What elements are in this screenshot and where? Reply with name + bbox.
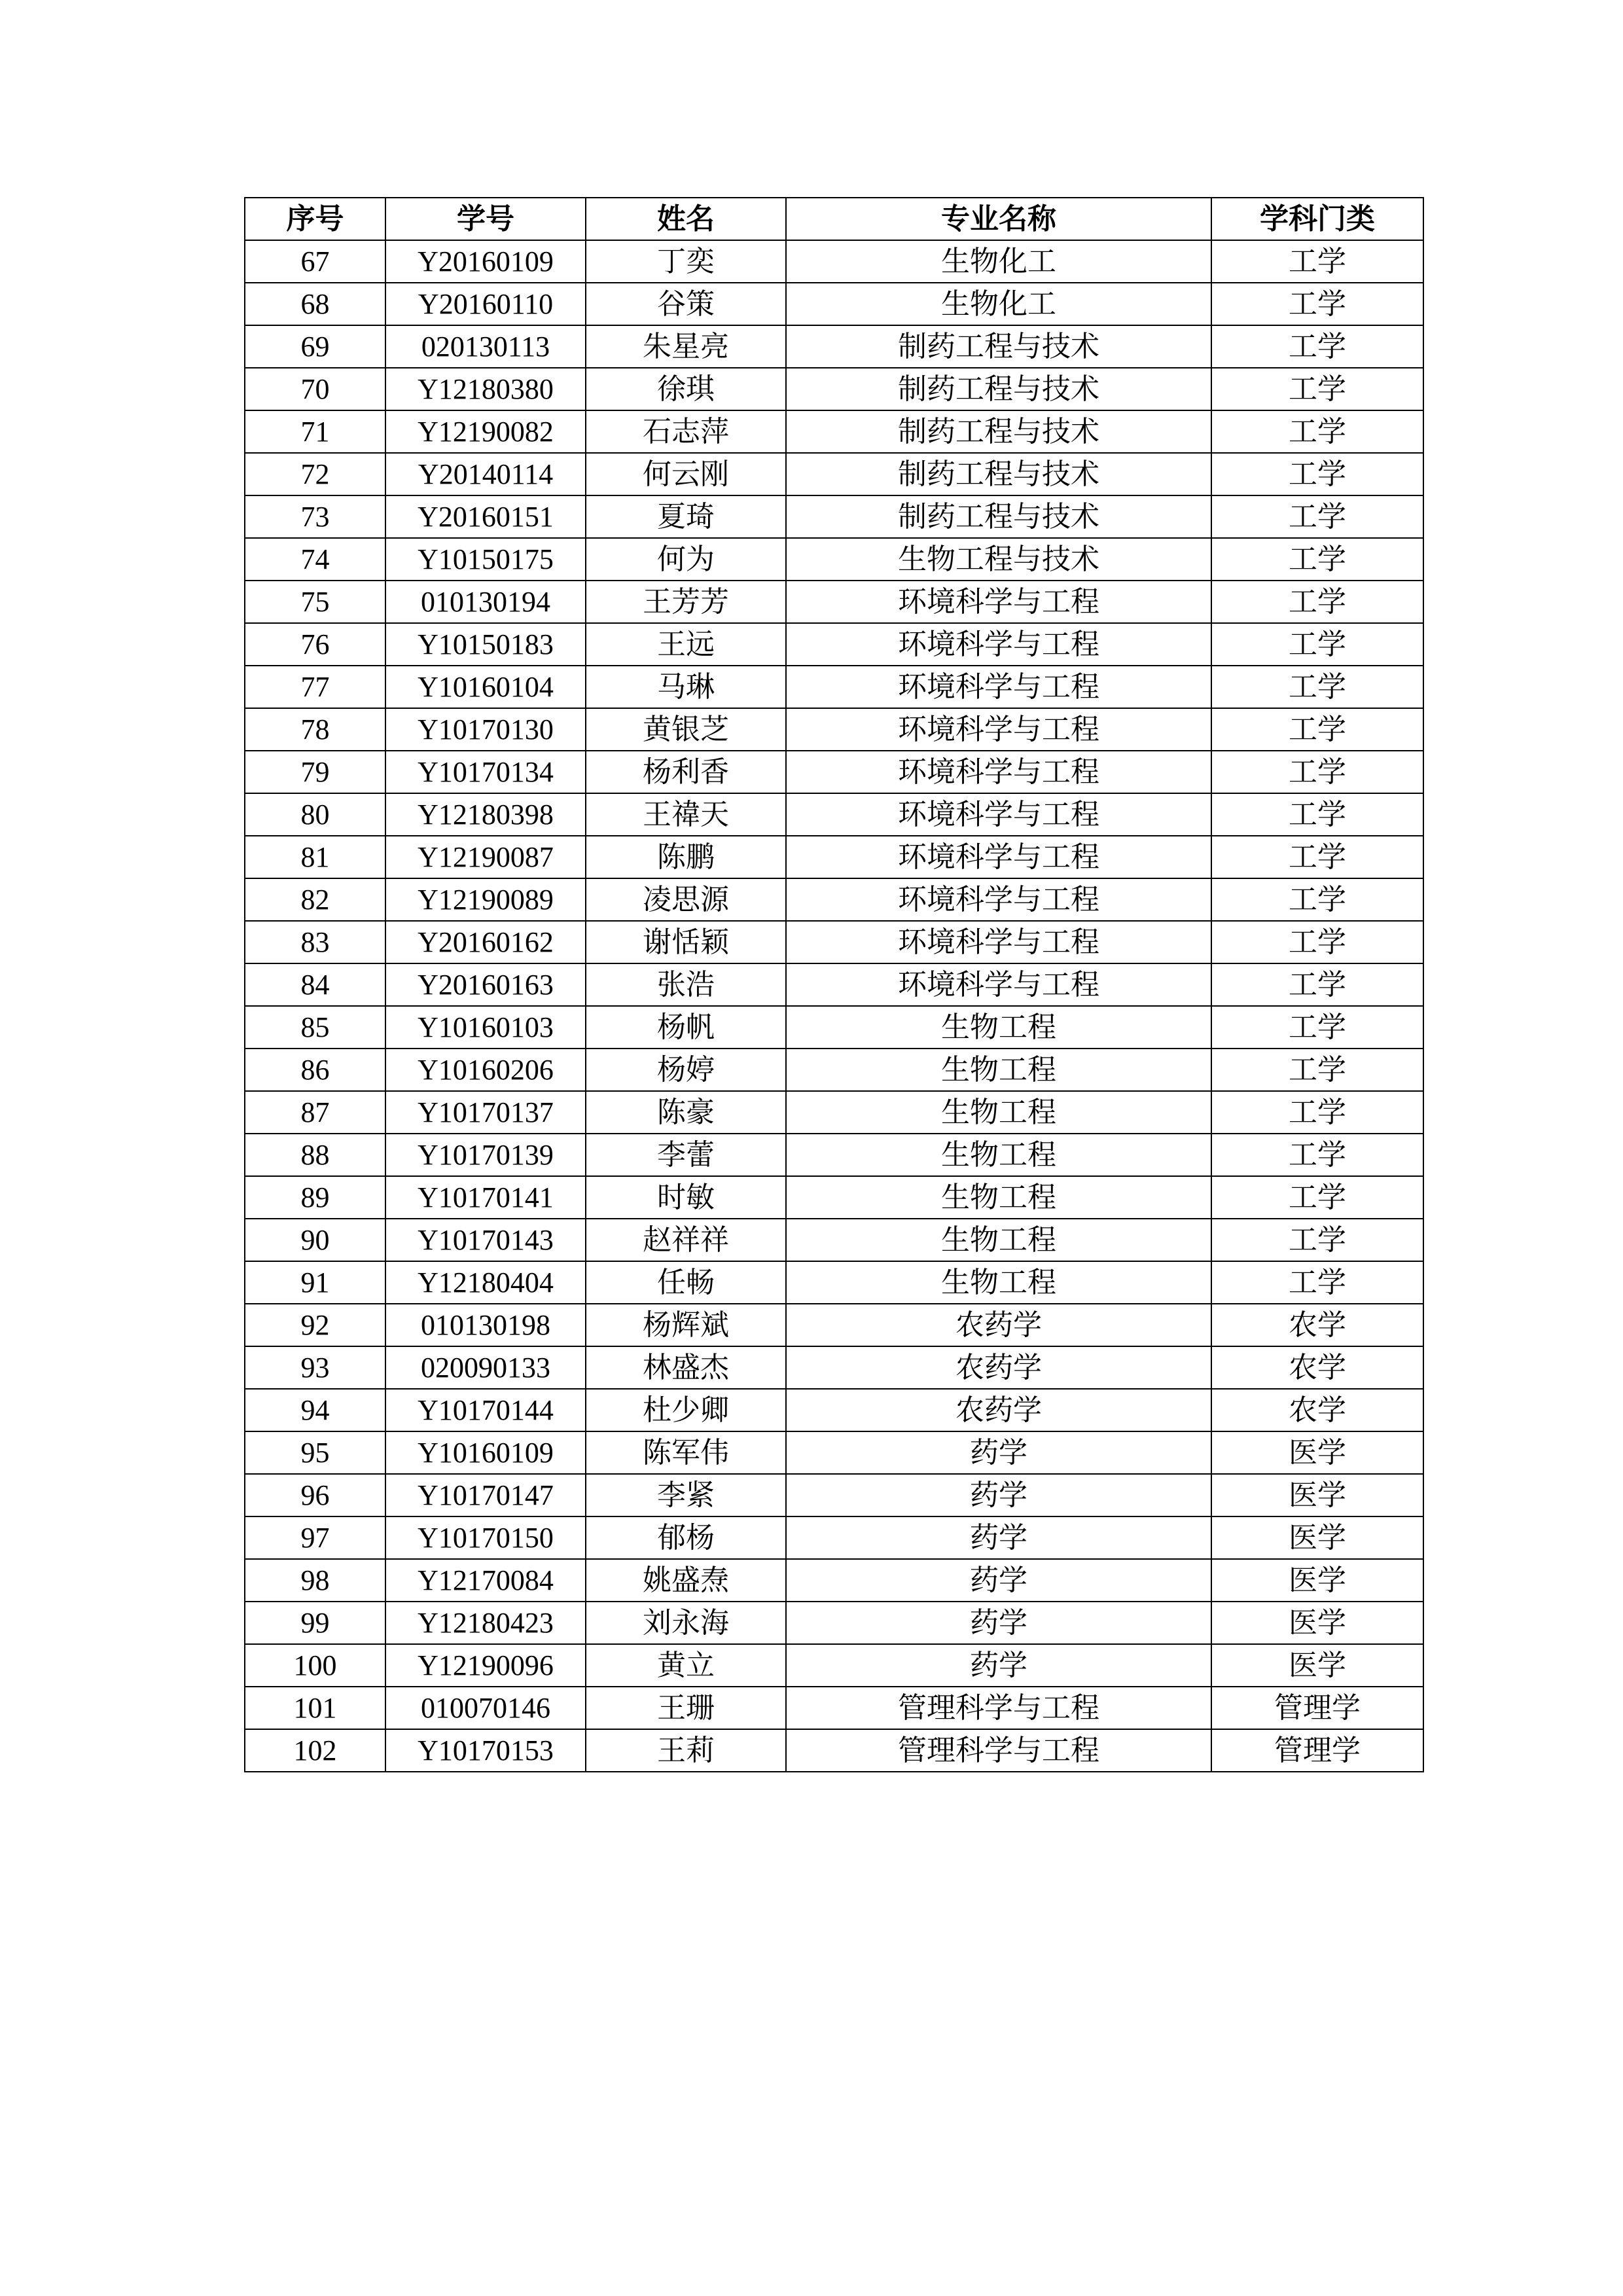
cell-name: 杨婷 xyxy=(586,1049,786,1091)
cell-discipline: 工学 xyxy=(1211,1134,1423,1176)
cell-discipline: 工学 xyxy=(1211,751,1423,793)
cell-index: 86 xyxy=(245,1049,385,1091)
cell-student-id: Y10170153 xyxy=(385,1729,586,1772)
cell-major: 管理科学与工程 xyxy=(786,1687,1211,1729)
cell-major: 药学 xyxy=(786,1602,1211,1644)
cell-name: 杨帆 xyxy=(586,1006,786,1049)
table-row xyxy=(245,878,1423,921)
cell-discipline: 工学 xyxy=(1211,325,1423,368)
cell-name: 徐琪 xyxy=(586,368,786,410)
cell-index: 71 xyxy=(245,410,385,453)
table-row xyxy=(245,1091,1423,1134)
header-student-id: 学号 xyxy=(385,198,586,240)
cell-major: 生物工程 xyxy=(786,1049,1211,1091)
cell-discipline: 工学 xyxy=(1211,623,1423,666)
cell-discipline: 管理学 xyxy=(1211,1729,1423,1772)
table-row xyxy=(245,1559,1423,1602)
table-row xyxy=(245,1516,1423,1559)
table-row xyxy=(245,1602,1423,1644)
cell-name: 李紧 xyxy=(586,1474,786,1516)
cell-name: 赵祥祥 xyxy=(586,1219,786,1261)
cell-name: 凌思源 xyxy=(586,878,786,921)
cell-student-id: Y10170134 xyxy=(385,751,586,793)
table-row xyxy=(245,1304,1423,1346)
cell-name: 姚盛焘 xyxy=(586,1559,786,1602)
cell-name: 朱星亮 xyxy=(586,325,786,368)
table-row xyxy=(245,368,1423,410)
cell-name: 马琳 xyxy=(586,666,786,708)
cell-index: 88 xyxy=(245,1134,385,1176)
table-row xyxy=(245,708,1423,751)
cell-name: 李蕾 xyxy=(586,1134,786,1176)
header-name: 姓名 xyxy=(586,198,786,240)
cell-index: 100 xyxy=(245,1644,385,1687)
cell-discipline: 工学 xyxy=(1211,1261,1423,1304)
cell-index: 93 xyxy=(245,1346,385,1389)
table-row xyxy=(245,1049,1423,1091)
cell-index: 81 xyxy=(245,836,385,878)
cell-major: 药学 xyxy=(786,1644,1211,1687)
table-row xyxy=(245,581,1423,623)
cell-major: 药学 xyxy=(786,1516,1211,1559)
cell-index: 95 xyxy=(245,1431,385,1474)
cell-name: 刘永海 xyxy=(586,1602,786,1644)
cell-index: 89 xyxy=(245,1176,385,1219)
cell-index: 72 xyxy=(245,453,385,495)
cell-student-id: Y10170141 xyxy=(385,1176,586,1219)
cell-name: 杜少卿 xyxy=(586,1389,786,1431)
cell-discipline: 工学 xyxy=(1211,1091,1423,1134)
cell-major: 生物工程 xyxy=(786,1219,1211,1261)
cell-index: 67 xyxy=(245,240,385,283)
cell-discipline: 工学 xyxy=(1211,1176,1423,1219)
cell-major: 环境科学与工程 xyxy=(786,666,1211,708)
cell-student-id: Y10160109 xyxy=(385,1431,586,1474)
cell-student-id: Y20140114 xyxy=(385,453,586,495)
cell-student-id: 010130198 xyxy=(385,1304,586,1346)
cell-student-id: Y10170144 xyxy=(385,1389,586,1431)
cell-discipline: 工学 xyxy=(1211,921,1423,963)
cell-index: 74 xyxy=(245,538,385,581)
cell-major: 环境科学与工程 xyxy=(786,581,1211,623)
cell-major: 农药学 xyxy=(786,1389,1211,1431)
cell-student-id: Y10170150 xyxy=(385,1516,586,1559)
cell-name: 何为 xyxy=(586,538,786,581)
cell-name: 谢恬颖 xyxy=(586,921,786,963)
cell-index: 101 xyxy=(245,1687,385,1729)
cell-major: 农药学 xyxy=(786,1304,1211,1346)
cell-name: 杨利香 xyxy=(586,751,786,793)
cell-student-id: Y20160163 xyxy=(385,963,586,1006)
cell-index: 73 xyxy=(245,495,385,538)
cell-student-id: Y10170139 xyxy=(385,1134,586,1176)
cell-discipline: 工学 xyxy=(1211,538,1423,581)
student-roster-table xyxy=(244,197,1424,1772)
cell-student-id: 010130194 xyxy=(385,581,586,623)
table-row xyxy=(245,538,1423,581)
cell-discipline: 医学 xyxy=(1211,1559,1423,1602)
cell-major: 药学 xyxy=(786,1474,1211,1516)
cell-student-id: 020090133 xyxy=(385,1346,586,1389)
cell-index: 102 xyxy=(245,1729,385,1772)
cell-index: 96 xyxy=(245,1474,385,1516)
cell-student-id: Y12180398 xyxy=(385,793,586,836)
cell-major: 环境科学与工程 xyxy=(786,793,1211,836)
table-row xyxy=(245,793,1423,836)
cell-discipline: 医学 xyxy=(1211,1431,1423,1474)
cell-name: 谷策 xyxy=(586,283,786,325)
cell-major: 环境科学与工程 xyxy=(786,836,1211,878)
cell-student-id: Y10170147 xyxy=(385,1474,586,1516)
cell-student-id: Y10170130 xyxy=(385,708,586,751)
table-row xyxy=(245,623,1423,666)
cell-student-id: Y12190087 xyxy=(385,836,586,878)
cell-student-id: Y12180380 xyxy=(385,368,586,410)
cell-student-id: Y10170143 xyxy=(385,1219,586,1261)
cell-major: 生物工程 xyxy=(786,1176,1211,1219)
cell-student-id: Y10150183 xyxy=(385,623,586,666)
table-row xyxy=(245,410,1423,453)
cell-major: 药学 xyxy=(786,1559,1211,1602)
cell-major: 制药工程与技术 xyxy=(786,453,1211,495)
table-row xyxy=(245,1474,1423,1516)
cell-discipline: 农学 xyxy=(1211,1304,1423,1346)
cell-index: 92 xyxy=(245,1304,385,1346)
cell-discipline: 工学 xyxy=(1211,836,1423,878)
table-row xyxy=(245,1389,1423,1431)
cell-discipline: 工学 xyxy=(1211,793,1423,836)
cell-discipline: 工学 xyxy=(1211,410,1423,453)
cell-discipline: 工学 xyxy=(1211,453,1423,495)
cell-major: 生物工程 xyxy=(786,1006,1211,1049)
cell-major: 生物化工 xyxy=(786,240,1211,283)
table-row xyxy=(245,1219,1423,1261)
table-row xyxy=(245,1134,1423,1176)
cell-discipline: 工学 xyxy=(1211,581,1423,623)
table-row xyxy=(245,283,1423,325)
table-row xyxy=(245,495,1423,538)
cell-major: 制药工程与技术 xyxy=(786,495,1211,538)
table-row xyxy=(245,1176,1423,1219)
cell-discipline: 工学 xyxy=(1211,1049,1423,1091)
cell-index: 78 xyxy=(245,708,385,751)
cell-index: 83 xyxy=(245,921,385,963)
cell-student-id: 020130113 xyxy=(385,325,586,368)
cell-name: 王芳芳 xyxy=(586,581,786,623)
cell-discipline: 工学 xyxy=(1211,1219,1423,1261)
header-discipline: 学科门类 xyxy=(1211,198,1423,240)
cell-index: 91 xyxy=(245,1261,385,1304)
cell-major: 制药工程与技术 xyxy=(786,410,1211,453)
cell-student-id: Y10150175 xyxy=(385,538,586,581)
cell-index: 69 xyxy=(245,325,385,368)
cell-discipline: 工学 xyxy=(1211,240,1423,283)
table-row xyxy=(245,1687,1423,1729)
cell-discipline: 工学 xyxy=(1211,878,1423,921)
cell-discipline: 工学 xyxy=(1211,708,1423,751)
cell-discipline: 工学 xyxy=(1211,1006,1423,1049)
table-row xyxy=(245,240,1423,283)
cell-major: 生物工程 xyxy=(786,1091,1211,1134)
cell-discipline: 医学 xyxy=(1211,1644,1423,1687)
cell-name: 王远 xyxy=(586,623,786,666)
cell-name: 郁杨 xyxy=(586,1516,786,1559)
cell-major: 农药学 xyxy=(786,1346,1211,1389)
cell-major: 环境科学与工程 xyxy=(786,921,1211,963)
cell-discipline: 医学 xyxy=(1211,1516,1423,1559)
cell-index: 98 xyxy=(245,1559,385,1602)
cell-major: 制药工程与技术 xyxy=(786,325,1211,368)
table-row xyxy=(245,325,1423,368)
cell-discipline: 工学 xyxy=(1211,368,1423,410)
cell-discipline: 工学 xyxy=(1211,963,1423,1006)
cell-student-id: Y20160109 xyxy=(385,240,586,283)
table-row xyxy=(245,1006,1423,1049)
table-row xyxy=(245,1346,1423,1389)
cell-name: 杨辉斌 xyxy=(586,1304,786,1346)
cell-discipline: 医学 xyxy=(1211,1474,1423,1516)
table-header-row xyxy=(245,198,1423,240)
cell-name: 任畅 xyxy=(586,1261,786,1304)
table-row xyxy=(245,963,1423,1006)
cell-index: 80 xyxy=(245,793,385,836)
cell-name: 石志萍 xyxy=(586,410,786,453)
cell-major: 制药工程与技术 xyxy=(786,368,1211,410)
cell-student-id: Y20160110 xyxy=(385,283,586,325)
cell-student-id: Y10170137 xyxy=(385,1091,586,1134)
table-row xyxy=(245,666,1423,708)
cell-major: 环境科学与工程 xyxy=(786,623,1211,666)
cell-discipline: 工学 xyxy=(1211,495,1423,538)
cell-index: 82 xyxy=(245,878,385,921)
table-row xyxy=(245,1729,1423,1772)
cell-name: 时敏 xyxy=(586,1176,786,1219)
cell-student-id: Y10160206 xyxy=(385,1049,586,1091)
cell-major: 环境科学与工程 xyxy=(786,708,1211,751)
cell-name: 夏琦 xyxy=(586,495,786,538)
cell-index: 68 xyxy=(245,283,385,325)
cell-discipline: 农学 xyxy=(1211,1389,1423,1431)
cell-discipline: 医学 xyxy=(1211,1602,1423,1644)
cell-index: 99 xyxy=(245,1602,385,1644)
table-row xyxy=(245,751,1423,793)
cell-discipline: 管理学 xyxy=(1211,1687,1423,1729)
cell-name: 陈军伟 xyxy=(586,1431,786,1474)
cell-student-id: Y20160151 xyxy=(385,495,586,538)
cell-index: 87 xyxy=(245,1091,385,1134)
cell-name: 陈豪 xyxy=(586,1091,786,1134)
cell-major: 生物化工 xyxy=(786,283,1211,325)
cell-major: 环境科学与工程 xyxy=(786,751,1211,793)
table-row xyxy=(245,836,1423,878)
cell-discipline: 工学 xyxy=(1211,666,1423,708)
cell-index: 75 xyxy=(245,581,385,623)
cell-name: 丁奕 xyxy=(586,240,786,283)
cell-major: 生物工程 xyxy=(786,1134,1211,1176)
cell-name: 林盛杰 xyxy=(586,1346,786,1389)
cell-name: 张浩 xyxy=(586,963,786,1006)
cell-student-id: Y10160103 xyxy=(385,1006,586,1049)
cell-name: 黄银芝 xyxy=(586,708,786,751)
table-row xyxy=(245,1431,1423,1474)
cell-index: 84 xyxy=(245,963,385,1006)
table-row xyxy=(245,1644,1423,1687)
cell-student-id: Y20160162 xyxy=(385,921,586,963)
cell-index: 85 xyxy=(245,1006,385,1049)
cell-student-id: Y10160104 xyxy=(385,666,586,708)
cell-major: 生物工程与技术 xyxy=(786,538,1211,581)
cell-name: 何云刚 xyxy=(586,453,786,495)
cell-name: 王珊 xyxy=(586,1687,786,1729)
cell-discipline: 工学 xyxy=(1211,283,1423,325)
cell-index: 90 xyxy=(245,1219,385,1261)
cell-major: 药学 xyxy=(786,1431,1211,1474)
cell-student-id: Y12190082 xyxy=(385,410,586,453)
header-major: 专业名称 xyxy=(786,198,1211,240)
cell-major: 管理科学与工程 xyxy=(786,1729,1211,1772)
cell-index: 70 xyxy=(245,368,385,410)
cell-discipline: 农学 xyxy=(1211,1346,1423,1389)
cell-name: 黄立 xyxy=(586,1644,786,1687)
cell-student-id: Y12170084 xyxy=(385,1559,586,1602)
cell-major: 生物工程 xyxy=(786,1261,1211,1304)
cell-student-id: Y12180423 xyxy=(385,1602,586,1644)
cell-name: 王禕天 xyxy=(586,793,786,836)
table-row xyxy=(245,921,1423,963)
cell-student-id: Y12190096 xyxy=(385,1644,586,1687)
cell-index: 77 xyxy=(245,666,385,708)
cell-major: 环境科学与工程 xyxy=(786,878,1211,921)
header-index: 序号 xyxy=(245,198,385,240)
cell-student-id: Y12180404 xyxy=(385,1261,586,1304)
cell-name: 王莉 xyxy=(586,1729,786,1772)
cell-name: 陈鹏 xyxy=(586,836,786,878)
cell-index: 94 xyxy=(245,1389,385,1431)
cell-index: 97 xyxy=(245,1516,385,1559)
table-row xyxy=(245,453,1423,495)
cell-major: 环境科学与工程 xyxy=(786,963,1211,1006)
cell-student-id: Y12190089 xyxy=(385,878,586,921)
cell-student-id: 010070146 xyxy=(385,1687,586,1729)
table-row xyxy=(245,1261,1423,1304)
cell-index: 76 xyxy=(245,623,385,666)
cell-index: 79 xyxy=(245,751,385,793)
